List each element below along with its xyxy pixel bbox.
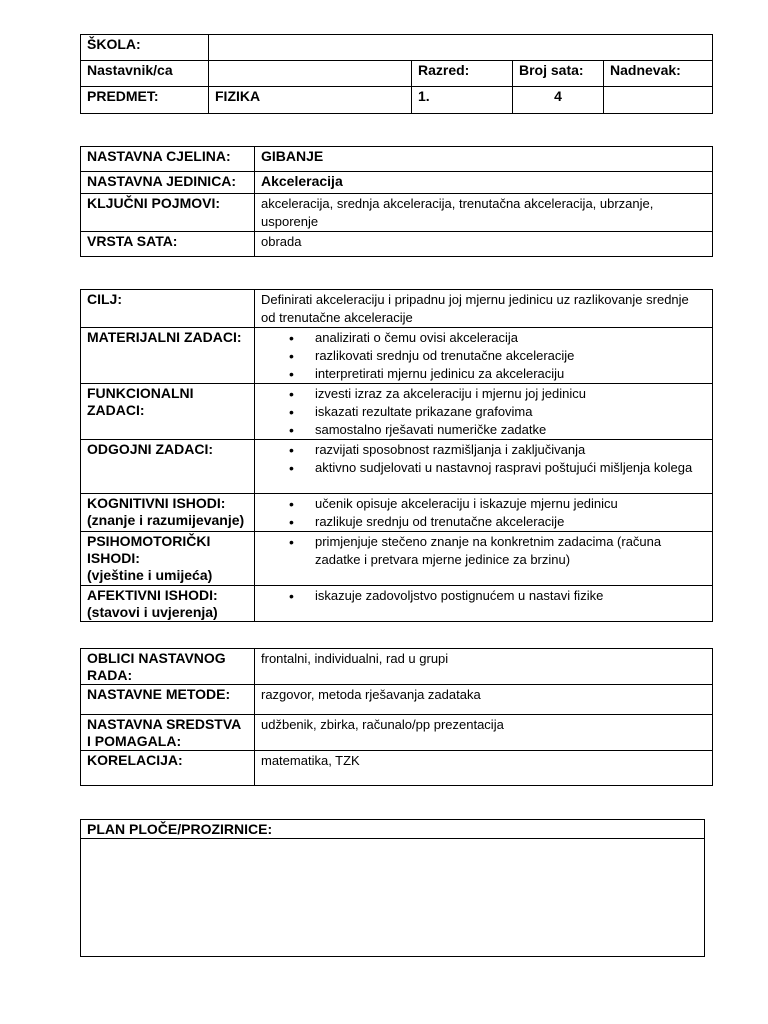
korelacija-label: KORELACIJA: <box>81 751 255 786</box>
afektivni-label-line: AFEKTIVNI ISHODI: <box>87 587 218 603</box>
metode-value: razgovor, metoda rješavanja zadataka <box>255 685 713 715</box>
odgojni-cell <box>255 440 713 494</box>
kognitivni-list <box>261 495 706 531</box>
plan-content <box>81 839 705 957</box>
razred-label: Razred: <box>412 61 513 87</box>
list-item: • iskazuje zadovoljstvo postignućem u nastavi fizike <box>261 587 706 605</box>
sredstva-value: udžbenik, zbirka, računalo/pp prezentacija <box>255 715 713 751</box>
materijalni-cell <box>255 328 713 384</box>
materijalni-list <box>261 329 706 383</box>
nadnevak-label: Nadnevak: <box>604 61 713 87</box>
funkcionalni-label: FUNKCIONALNI ZADACI: <box>81 384 255 440</box>
list-item: • razlikovati srednju od trenutačne akceleracije <box>261 347 706 365</box>
sredstva-label: NASTAVNA SREDSTVA I POMAGALA: <box>81 715 255 751</box>
korelacija-value: matematika, TZK <box>255 751 713 786</box>
kognitivni-cell <box>255 494 713 532</box>
jedinica-label: NASTAVNA JEDINICA: <box>81 172 255 194</box>
pojmovi-label: KLJUČNI POJMOVI: <box>81 194 255 232</box>
afektivni-label <box>81 586 255 622</box>
cjelina-label: NASTAVNA CJELINA: <box>81 147 255 172</box>
cilj-label: CILJ: <box>81 290 255 328</box>
cilj-value: Definirati akceleraciju i pripadnu joj mjernu jedinicu uz razlikovanje srednje od trenutačne akceleracije <box>255 290 713 328</box>
oblici-label: OBLICI NASTAVNOG RADA: <box>81 649 255 685</box>
predmet-label: PREDMET: <box>81 87 209 114</box>
afektivni-label-sub: (stavovi i uvjerenja) <box>87 604 218 620</box>
goals-table <box>80 289 713 622</box>
metode-label: NASTAVNE METODE: <box>81 685 255 715</box>
kognitivni-label-line: KOGNITIVNI ISHODI: <box>87 495 226 511</box>
list-item: • iskazati rezultate prikazane grafovima <box>261 403 706 421</box>
funkcionalni-list <box>261 385 706 439</box>
skola-label: ŠKOLA: <box>81 35 209 61</box>
cjelina-value: GIBANJE <box>255 147 713 172</box>
list-item: • analizirati o čemu ovisi akceleracija <box>261 329 706 347</box>
list-item: • razvijati sposobnost razmišljanja i zaključivanja <box>261 441 706 459</box>
kognitivni-label <box>81 494 255 532</box>
broj-sata-label: Broj sata: <box>513 61 604 87</box>
methods-table <box>80 648 713 786</box>
nadnevak-value <box>604 87 713 114</box>
list-item: • primjenjuje stečeno znanje na konkretnim zadacima (računa zadatke i pretvara mjerne jedinice za brzinu) <box>261 533 706 569</box>
funkcionalni-cell <box>255 384 713 440</box>
nastavnik-value <box>209 61 412 87</box>
list-item: • učenik opisuje akceleraciju i iskazuje mjernu jedinicu <box>261 495 706 513</box>
afektivni-cell <box>255 586 713 622</box>
kognitivni-label-sub: (znanje i razumijevanje) <box>87 512 245 528</box>
list-item: • izvesti izraz za akceleraciju i mjernu joj jedinicu <box>261 385 706 403</box>
plan-table <box>80 819 705 957</box>
jedinica-value: Akceleracija <box>255 172 713 194</box>
odgojni-label: ODGOJNI ZADACI: <box>81 440 255 494</box>
psiho-list <box>261 533 706 569</box>
unit-table <box>80 146 713 257</box>
psiho-label-line: ISHODI: <box>87 550 140 566</box>
oblici-value: frontalni, individualni, rad u grupi <box>255 649 713 685</box>
list-item: • aktivno sudjelovati u nastavnoj raspravi poštujući mišljenja kolega <box>261 459 706 477</box>
razred-value: 1. <box>412 87 513 114</box>
pojmovi-value: akceleracija, srednja akceleracija, trenutačna akceleracija, ubrzanje, usporenje <box>255 194 713 232</box>
vrsta-sata-label: VRSTA SATA: <box>81 232 255 257</box>
psiho-label-line: PSIHOMOTORIČKI <box>87 533 211 549</box>
list-item: • samostalno rješavati numeričke zadatke <box>261 421 706 439</box>
list-item: • razlikuje srednju od trenutačne akceleracije <box>261 513 706 531</box>
odgojni-list <box>261 441 706 477</box>
header-table <box>80 34 713 114</box>
predmet-value: FIZIKA <box>209 87 412 114</box>
plan-label: PLAN PLOČE/PROZIRNICE: <box>81 820 705 839</box>
afektivni-list <box>261 587 706 605</box>
vrsta-sata-value: obrada <box>255 232 713 257</box>
materijalni-label: MATERIJALNI ZADACI: <box>81 328 255 384</box>
list-item: • interpretirati mjernu jedinicu za akceleraciju <box>261 365 706 383</box>
skola-value <box>209 35 713 61</box>
broj-sata-value: 4 <box>513 87 604 114</box>
psihomotoricki-label <box>81 532 255 586</box>
psiho-label-sub: (vještine i umijeća) <box>87 567 213 583</box>
psihomotoricki-cell <box>255 532 713 586</box>
nastavnik-label: Nastavnik/ca <box>81 61 209 87</box>
